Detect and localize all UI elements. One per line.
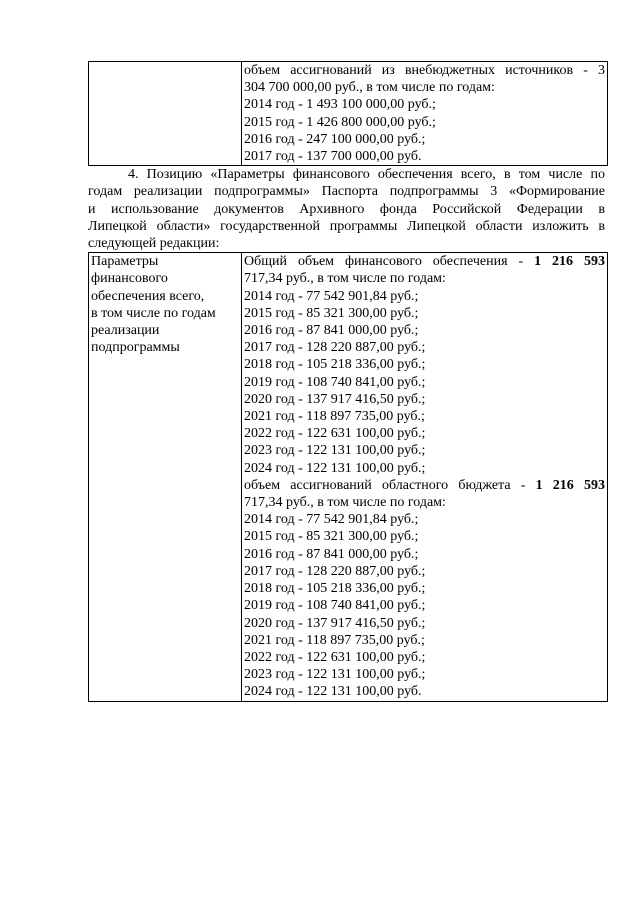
label-line: подпрограммы bbox=[91, 340, 180, 356]
paragraph-line: следующей редакции: bbox=[88, 236, 220, 252]
regional-funding-line1 bbox=[244, 477, 605, 494]
table-cell-extrabudgetary bbox=[242, 62, 608, 166]
year-line: 2019 год - 108 740 841,00 руб.; bbox=[244, 598, 426, 614]
year-line: 2014 год - 1 493 100 000,00 руб.; bbox=[244, 97, 436, 113]
year-line: 2021 год - 118 897 735,00 руб.; bbox=[244, 632, 425, 648]
year-line: 2021 год - 118 897 735,00 руб.; bbox=[244, 409, 425, 425]
extrabudgetary-intro-line1: объем ассигнований из внебюджетных источников - 3 bbox=[244, 63, 605, 78]
table-row bbox=[89, 253, 608, 701]
regional-funding-prefix: объем ассигнований областного бюджета - bbox=[244, 477, 536, 493]
table-cell-parameter-label bbox=[89, 253, 242, 701]
total-funding-prefix: Общий объем финансового обеспечения - bbox=[244, 254, 535, 270]
label-line: обеспечения всего, bbox=[91, 288, 205, 304]
table-cell-label-empty bbox=[89, 62, 242, 166]
regional-funding-amount: 1 216 593 bbox=[535, 477, 606, 493]
funding-table-continuation bbox=[88, 61, 608, 166]
paragraph-line: и использование документов Архивного фонда Российской Федерации в bbox=[88, 201, 605, 217]
label-line: в том числе по годам bbox=[91, 305, 216, 321]
funding-parameters-table bbox=[88, 252, 608, 701]
year-line: 2020 год - 137 917 416,50 руб.; bbox=[244, 615, 426, 631]
paragraph-line: годам реализации подпрограммы» Паспорта подпрограммы 3 «Формирование bbox=[88, 184, 605, 200]
year-line: 2015 год - 1 426 800 000,00 руб.; bbox=[244, 114, 436, 130]
year-line: 2015 год - 85 321 300,00 руб.; bbox=[244, 305, 419, 321]
year-line: 2023 год - 122 131 100,00 руб.; bbox=[244, 667, 426, 683]
year-line: 2022 год - 122 631 100,00 руб.; bbox=[244, 649, 426, 665]
year-line: 2017 год - 128 220 887,00 руб.; bbox=[244, 563, 426, 579]
year-line: 2015 год - 85 321 300,00 руб.; bbox=[244, 529, 419, 545]
total-funding-line1 bbox=[244, 253, 605, 270]
year-line: 2024 год - 122 131 100,00 руб. bbox=[244, 684, 422, 700]
table-cell-parameter-values bbox=[242, 253, 608, 701]
label-line: реализации bbox=[91, 323, 160, 339]
paragraph-line: 4. Позицию «Параметры финансового обеспечения всего, в том числе по bbox=[128, 167, 605, 183]
year-line: 2024 год - 122 131 100,00 руб.; bbox=[244, 460, 426, 476]
year-line: 2017 год - 137 700 000,00 руб. bbox=[244, 149, 422, 165]
total-funding-line2: 717,34 руб., в том числе по годам: bbox=[244, 271, 446, 287]
year-line: 2019 год - 108 740 841,00 руб.; bbox=[244, 374, 426, 390]
year-line: 2023 год - 122 131 100,00 руб.; bbox=[244, 443, 426, 459]
year-line: 2014 год - 77 542 901,84 руб.; bbox=[244, 288, 419, 304]
total-funding-amount: 1 216 593 bbox=[534, 254, 605, 270]
year-line: 2022 год - 122 631 100,00 руб.; bbox=[244, 426, 426, 442]
year-line: 2018 год - 105 218 336,00 руб.; bbox=[244, 581, 426, 597]
label-line: финансового bbox=[91, 271, 168, 287]
year-line: 2014 год - 77 542 901,84 руб.; bbox=[244, 512, 419, 528]
extrabudgetary-intro-line2: 304 700 000,00 руб., в том числе по годам: bbox=[244, 80, 495, 96]
amendment-paragraph bbox=[88, 166, 605, 252]
year-line: 2018 год - 105 218 336,00 руб.; bbox=[244, 357, 426, 373]
regional-funding-line2: 717,34 руб., в том числе по годам: bbox=[244, 495, 446, 511]
table-row bbox=[89, 62, 608, 166]
year-line: 2016 год - 87 841 000,00 руб.; bbox=[244, 323, 419, 339]
year-line: 2016 год - 247 100 000,00 руб.; bbox=[244, 131, 426, 147]
year-line: 2020 год - 137 917 416,50 руб.; bbox=[244, 391, 426, 407]
label-line: Параметры bbox=[91, 254, 159, 270]
document-page bbox=[88, 61, 605, 702]
year-line: 2017 год - 128 220 887,00 руб.; bbox=[244, 340, 426, 356]
paragraph-line: Липецкой области» государственной программы Липецкой области изложить в bbox=[88, 218, 605, 234]
year-line: 2016 год - 87 841 000,00 руб.; bbox=[244, 546, 419, 562]
